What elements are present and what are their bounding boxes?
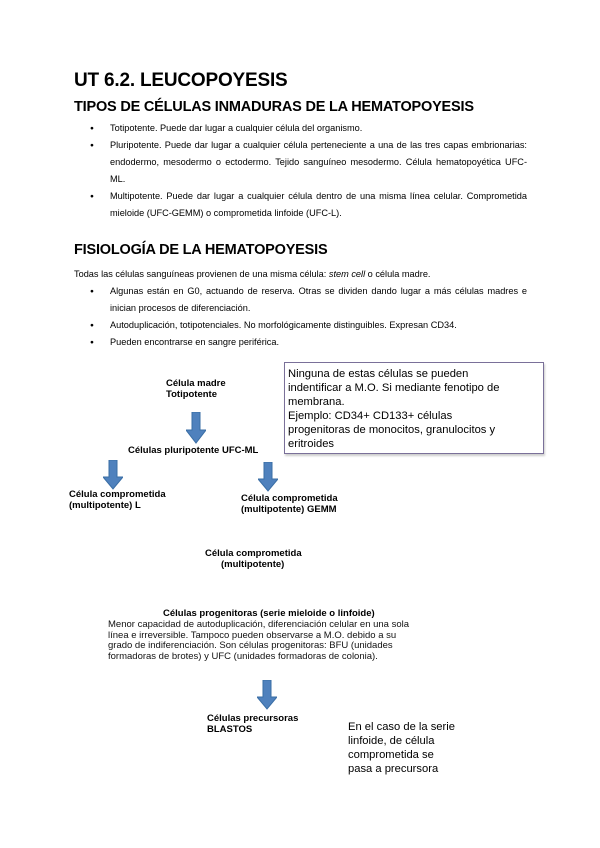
list-item: ● Multipotente. Puede dar lugar a cualquier célula dentro de una misma línea celular. Comprometida mieloide (UFC-GEMM) o comprometida linfoide (UFC-L). — [90, 188, 527, 222]
precursor-label-line1: Células precursoras — [207, 713, 299, 724]
progenitor-line: grado de indiferenciación. Son células progenitoras: BFU (unidades — [108, 640, 393, 651]
down-arrow-icon — [103, 460, 123, 490]
down-arrow-icon — [186, 412, 206, 444]
progenitor-description — [108, 620, 444, 662]
progenitor-title: Células progenitoras (serie mieloide o linfoide) — [163, 608, 375, 619]
info-box-line: Ninguna de estas células se pueden — [288, 368, 469, 380]
stem-cell-label — [166, 378, 226, 400]
list-item: ● Algunas están en G0, actuando de reserva. Otras se dividen dando lugar a más células madres e inician procesos de diferenciación. — [90, 283, 527, 317]
side-note-line: En el caso de la serie — [348, 721, 455, 733]
list-item: ● Pueden encontrarse en sangre periférica. — [90, 334, 527, 351]
intro-paragraph — [74, 266, 514, 283]
side-note-line: linfoide, de célula — [348, 735, 435, 747]
committed-label-line1: Célula comprometida — [205, 548, 302, 559]
stem-cell-term: stem cell — [328, 269, 366, 279]
bullet-list-tipos — [90, 120, 527, 222]
progenitor-line: línea e irreversible. Tampoco pueden observarse a M.O. debido a su — [108, 629, 397, 641]
lymphoid-committed-label — [69, 489, 166, 511]
info-box-line: Ejemplo: CD34+ CD133+ células — [288, 410, 453, 422]
lymphoid-side-note — [348, 720, 455, 776]
info-box-line: indentificar a M.O. Si mediante fenotipo de — [288, 382, 500, 394]
section-heading-tipos: TIPOS DE CÉLULAS INMADURAS DE LA HEMATOPOYESIS — [74, 99, 474, 115]
lymphoid-label-line1: Célula comprometida — [69, 489, 166, 500]
list-item: ● Pluripotente. Puede dar lugar a cualquier célula perteneciente a una de las tres capas embrionarias: endodermo, mesodermo o ectodermo. Tejido sanguíneo mesodermo. Célula hematopoyética UFC-ML. — [90, 137, 527, 188]
precursor-label-line2: BLASTOS — [207, 724, 253, 735]
gemm-label-line1: Célula comprometida — [241, 493, 338, 504]
side-note-line: pasa a precursora — [348, 763, 439, 775]
info-box — [284, 362, 544, 454]
list-item: ● Totipotente. Puede dar lugar a cualquier célula del organismo. — [90, 120, 527, 137]
side-note-line: comprometida se — [348, 749, 434, 761]
precursor-label — [207, 713, 298, 735]
info-box-line: membrana. — [288, 396, 345, 408]
lymphoid-label-line2: (multipotente) L — [69, 500, 141, 511]
intro-text-start: Todas las células sanguíneas provienen de una misma célula: — [74, 269, 329, 279]
progenitor-line: Menor capacidad de autoduplicación, diferenciación celular en una sola — [108, 619, 410, 630]
committed-cell-label — [205, 548, 302, 570]
intro-text-end: o célula madre. — [365, 269, 431, 279]
committed-label-line2: (multipotente) — [221, 559, 285, 570]
stem-cell-label-line2: Totipotente — [166, 389, 218, 400]
down-arrow-icon — [258, 462, 278, 492]
info-box-line: eritroides — [288, 438, 335, 450]
page-title: UT 6.2. LEUCOPOYESIS — [74, 70, 288, 91]
down-arrow-icon — [257, 680, 277, 710]
list-item: ● Autoduplicación, totipotenciales. No morfológicamente distinguibles. Expresan CD34. — [90, 317, 527, 334]
gemm-committed-label — [241, 493, 338, 515]
info-box-line: progenitoras de monocitos, granulocitos y — [288, 424, 496, 436]
pluripotent-label: Células pluripotente UFC-ML — [128, 445, 259, 456]
progenitor-line: formadoras de brotes) y UFC (unidades formadoras de colonia). — [108, 650, 378, 662]
stem-cell-label-line1: Célula madre — [166, 378, 226, 389]
gemm-label-line2: (multipotente) GEMM — [241, 504, 337, 515]
section-heading-fisiologia: FISIOLOGÍA DE LA HEMATOPOYESIS — [74, 242, 328, 258]
bullet-list-fisiologia — [90, 283, 527, 351]
